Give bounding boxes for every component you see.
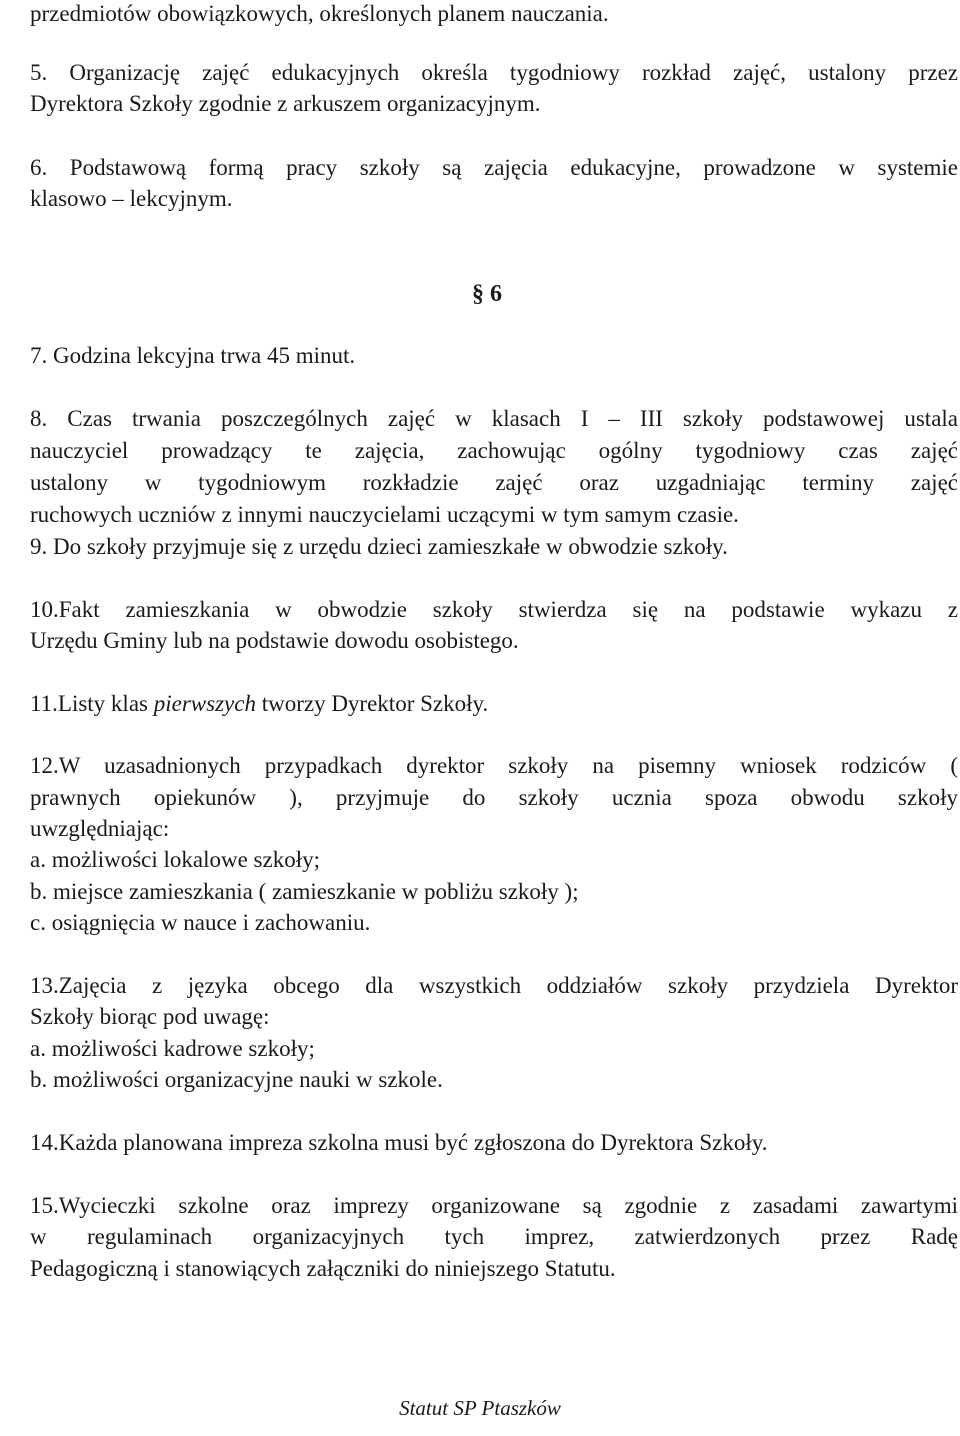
text-line: Szkoły biorąc pod uwagę: — [30, 1004, 270, 1029]
text-line: ruchowych uczniów z innymi nauczycielami uczącymi w tym samym czasie. — [30, 502, 739, 527]
text-line: nauczyciel prowadzący te zajęcia, zachowując ogólny tygodniowy czas zajęć — [30, 438, 958, 463]
text-line: 12.W uzasadnionych przypadkach dyrektor szkoły na pisemny wniosek rodziców ( — [30, 753, 958, 778]
text-line: 5. Organizację zajęć edukacyjnych określa tygodniowy rozkład zajęć, ustalony przez — [30, 60, 958, 85]
text-line: 9. Do szkoły przyjmuje się z urzędu dzieci zamieszkałe w obwodzie szkoły. — [30, 534, 728, 559]
text-line: klasowo – lekcyjnym. — [30, 186, 233, 211]
text-line: przedmiotów obowiązkowych, określonych planem nauczania. — [30, 1, 609, 26]
text-line: 15.Wycieczki szkolne oraz imprezy organizowane są zgodnie z zasadami zawartymi — [30, 1193, 958, 1218]
text-line: Dyrektora Szkoły zgodnie z arkuszem organizacyjnym. — [30, 91, 541, 116]
text-line: w regulaminach organizacyjnych tych imprez, zatwierdzonych przez Radę — [30, 1224, 958, 1249]
page-footer: Statut SP Ptaszków — [399, 1396, 561, 1420]
text-line: b. możliwości organizacyjne nauki w szkole. — [30, 1067, 443, 1092]
text-line: a. możliwości kadrowe szkoły; — [30, 1036, 315, 1061]
text-line: ustalony w tygodniowym rozkładzie zajęć oraz uzgadniając terminy zajęć — [30, 470, 958, 495]
section-heading: § 6 — [472, 281, 502, 307]
text-span: tworzy Dyrektor Szkoły. — [255, 691, 489, 716]
text-line: b. miejsce zamieszkania ( zamieszkanie w pobliżu szkoły ); — [30, 879, 579, 904]
text-line: 14.Każda planowana impreza szkolna musi być zgłoszona do Dyrektora Szkoły. — [30, 1130, 768, 1155]
text-line: uwzględniając: — [30, 816, 170, 841]
text-line: 6. Podstawową formą pracy szkoły są zajęcia edukacyjne, prowadzone w systemie — [30, 155, 958, 180]
text-line: prawnych opiekunów ), przyjmuje do szkoły ucznia spoza obwodu szkoły — [30, 785, 958, 810]
italic-text: pierwszych — [153, 691, 256, 716]
text-line — [30, 690, 958, 720]
text-line: a. możliwości lokalowe szkoły; — [30, 847, 320, 872]
text-line: Pedagogiczną i stanowiących załączniki do niniejszego Statutu. — [30, 1256, 616, 1281]
text-line: 10.Fakt zamieszkania w obwodzie szkoły stwierdza się na podstawie wykazu z — [30, 597, 958, 622]
text-line: 8. Czas trwania poszczególnych zajęć w klasach I – III szkoły podstawowej ustala — [30, 406, 958, 431]
text-line: 13.Zajęcia z języka obcego dla wszystkich oddziałów szkoły przydziela Dyrektor — [30, 973, 958, 998]
text-line: c. osiągnięcia w nauce i zachowaniu. — [30, 910, 371, 935]
text-line: Urzędu Gminy lub na podstawie dowodu osobistego. — [30, 628, 519, 653]
text-span: 11.Listy klas — [30, 691, 154, 716]
text-line: 7. Godzina lekcyjna trwa 45 minut. — [30, 343, 356, 368]
